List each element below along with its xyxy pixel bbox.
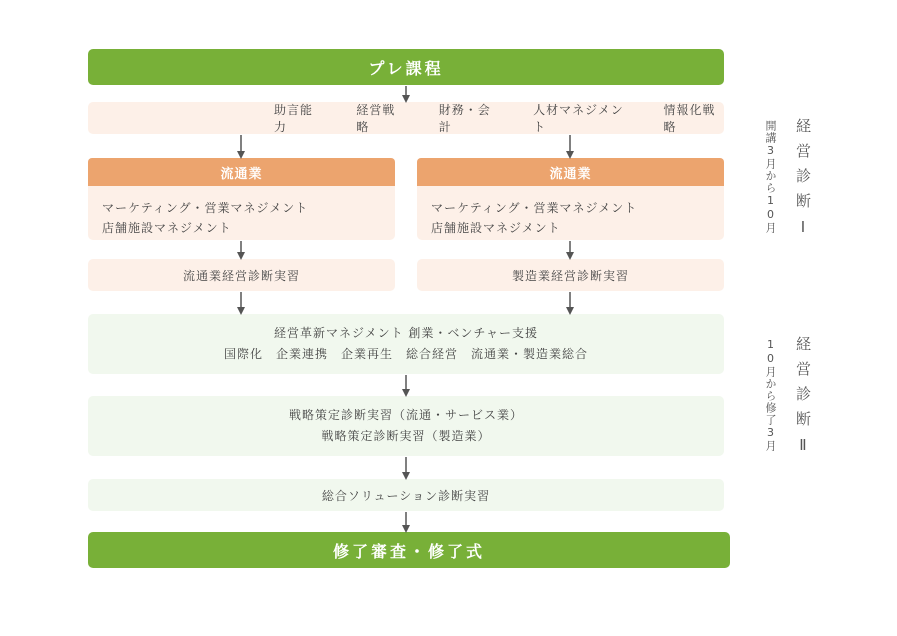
period1-label: 開講3月から10月 — [764, 120, 777, 234]
solution-practice-label: 総合ソリューション診断実習 — [321, 488, 491, 503]
right-branch-header-label: 流通業 — [549, 166, 592, 182]
pre-course-label: プレ課程 — [368, 58, 444, 78]
left-practice-label: 流通業経営診断実習 — [182, 268, 300, 283]
right-practice-label: 製造業経営診断実習 — [511, 268, 629, 283]
subject-strategy: 経営戦略 — [356, 103, 396, 134]
advanced-subjects-line1: 経営革新マネジメント 創業・ベンチャー支援 — [273, 326, 539, 340]
right-branch-line2: 店舗施設マネジメント — [431, 221, 561, 235]
completion-label: 修了審査・修了式 — [332, 541, 485, 561]
advanced-subjects-line2: 国際化 企業連携 企業再生 総合経営 流通業・製造業総合 — [223, 347, 588, 361]
left-branch-line2: 店舗施設マネジメント — [102, 221, 232, 235]
subject-hr: 人材マネジメント — [533, 103, 624, 134]
course2-label: 経営診断Ⅱ — [794, 336, 812, 464]
period2-label: 10月から修了3月 — [764, 338, 777, 452]
subject-it: 情報化戦略 — [663, 103, 716, 134]
course1-label: 経営診断Ⅰ — [794, 118, 812, 246]
subject-finance: 財務・会計 — [438, 103, 491, 134]
strategy-practice-line2: 戦略策定診断実習（製造業） — [321, 429, 491, 443]
strategy-practice-line1: 戦略策定診断実習（流通・サービス業） — [288, 408, 523, 422]
subject-advisory: 助言能力 — [274, 103, 314, 134]
left-branch-header-label: 流通業 — [220, 166, 263, 182]
right-branch-line1: マーケティング・営業マネジメント — [431, 201, 638, 215]
left-branch-line1: マーケティング・営業マネジメント — [102, 201, 309, 215]
